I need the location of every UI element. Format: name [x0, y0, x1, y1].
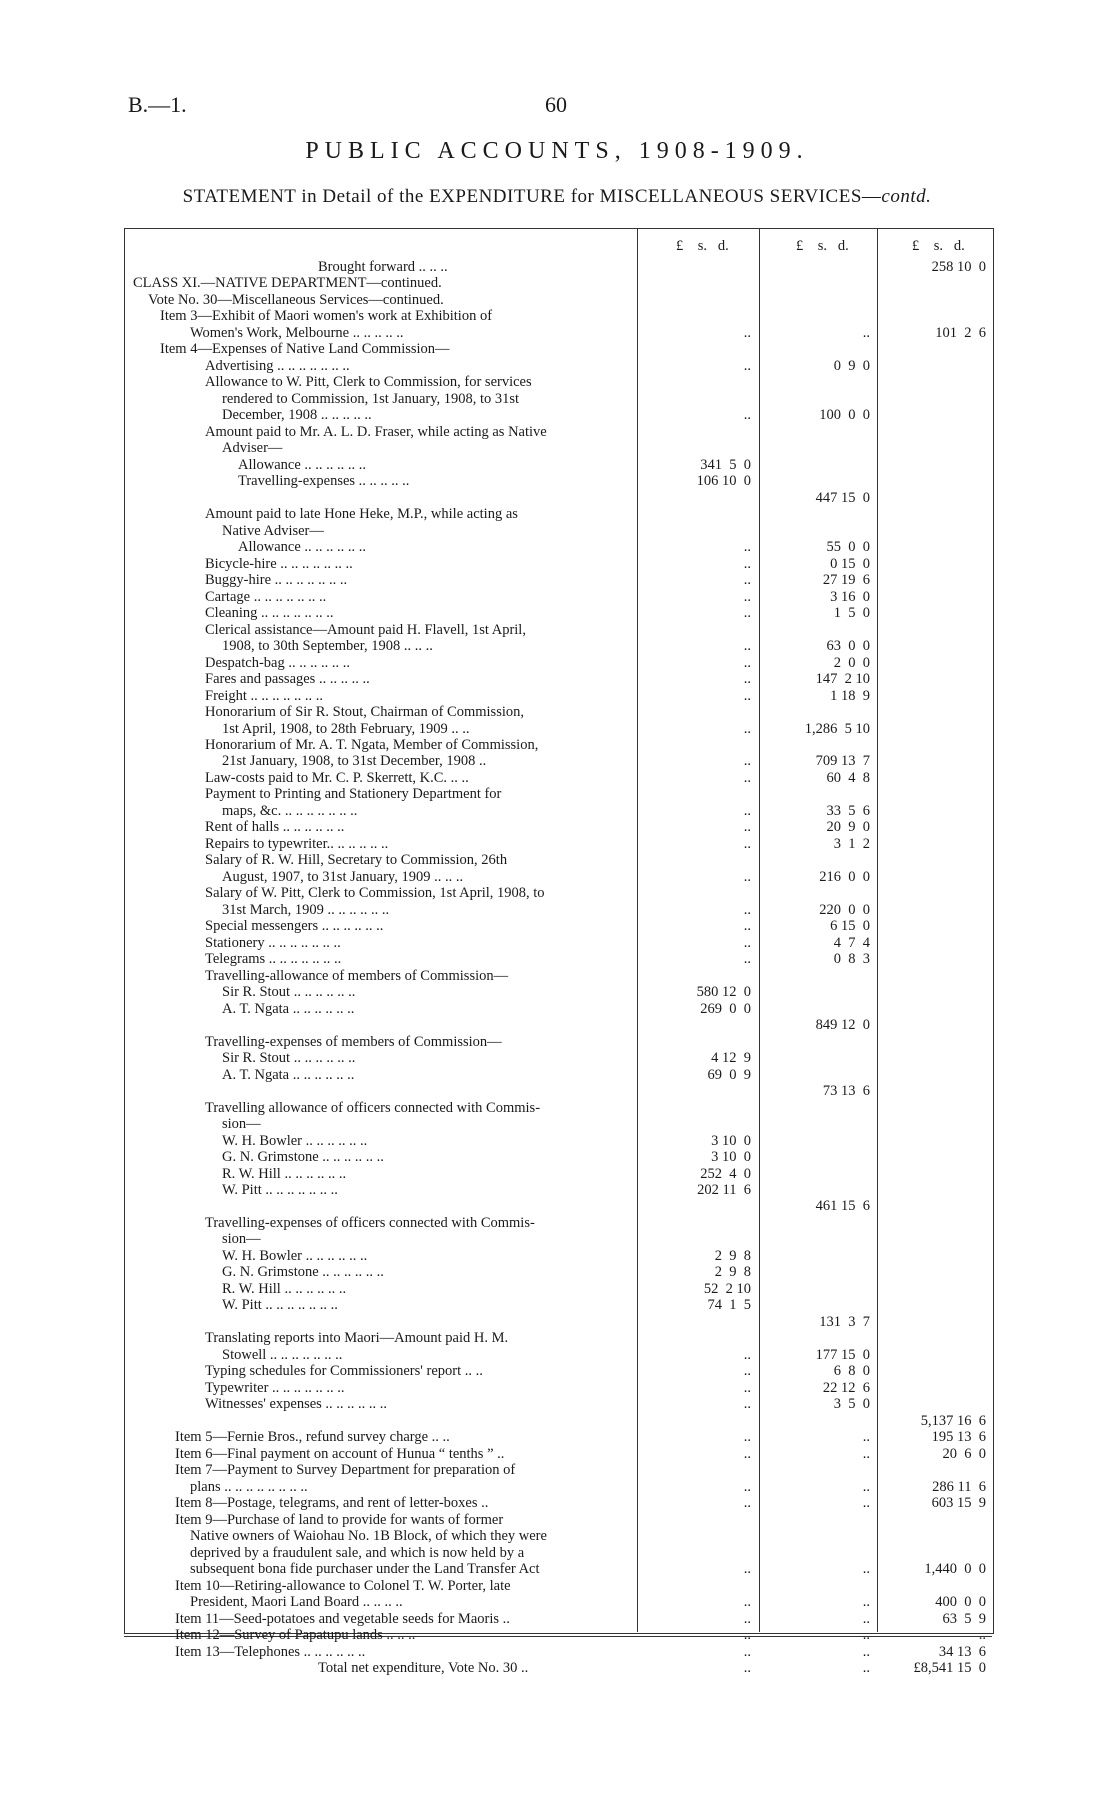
- table-row: [0, 1545, 1114, 1561]
- row-description: sion—: [222, 1231, 261, 1247]
- amount-c1: ..: [743, 358, 751, 374]
- row-description: Sir R. Stout .. .. .. .. .. ..: [222, 984, 356, 1000]
- row-description: Item 13—Telephones .. .. .. .. .. ..: [175, 1644, 366, 1660]
- amount-c2: ..: [862, 1644, 870, 1660]
- row-description: G. N. Grimstone .. .. .. .. .. ..: [222, 1264, 384, 1280]
- amount-c1: 2 9 8: [714, 1248, 751, 1264]
- row-description: Item 8—Postage, telegrams, and rent of letter-boxes ..: [175, 1495, 489, 1511]
- amount-c3: 34 13 6: [938, 1644, 986, 1660]
- amount-c2: ..: [862, 1561, 870, 1577]
- row-description: August, 1907, to 31st January, 1909 .. .. ..: [222, 869, 464, 885]
- amount-c2: 6 8 0: [833, 1363, 870, 1379]
- table-row: [0, 1495, 1114, 1511]
- row-description: Stowell .. .. .. .. .. .. ..: [222, 1347, 343, 1363]
- table-row: [0, 275, 1114, 291]
- table-row: [0, 259, 1114, 275]
- amount-c1: ..: [743, 1561, 751, 1577]
- table-row: [0, 1017, 1114, 1033]
- amount-c2: 177 15 0: [815, 1347, 870, 1363]
- row-description: Cleaning .. .. .. .. .. .. ..: [205, 605, 334, 621]
- subtitle-main: STATEMENT in Detail of the EXPENDITURE for MISCELLANEOUS SERVICES—: [182, 186, 882, 207]
- amount-c3: 63 5 9: [942, 1611, 986, 1627]
- page-number: 60: [545, 92, 567, 117]
- row-description: 1st April, 1908, to 28th February, 1909 .. ..: [222, 721, 470, 737]
- amount-c1: ..: [743, 1627, 751, 1643]
- table-row: [0, 1380, 1114, 1396]
- row-description: Law-costs paid to Mr. C. P. Skerrett, K.C. .. ..: [205, 770, 469, 786]
- row-description: Sir R. Stout .. .. .. .. .. ..: [222, 1050, 356, 1066]
- table-row: [0, 1116, 1114, 1132]
- amount-c1: ..: [743, 770, 751, 786]
- row-description: Amount paid to late Hone Heke, M.P., while acting as: [205, 506, 518, 522]
- table-row: [0, 1462, 1114, 1478]
- table-row: [0, 1363, 1114, 1379]
- amount-c1: 269 0 0: [700, 1001, 751, 1017]
- amount-c2: ..: [862, 1446, 870, 1462]
- amount-c2: 3 16 0: [830, 589, 870, 605]
- table-row: [0, 506, 1114, 522]
- table-row: [0, 440, 1114, 456]
- row-description: Item 12—Survey of Papatupu lands .. .. ..: [175, 1627, 416, 1643]
- amount-c2: 0 8 3: [833, 951, 870, 967]
- amount-c1: 341 5 0: [700, 457, 751, 473]
- row-description: Telegrams .. .. .. .. .. .. ..: [205, 951, 342, 967]
- table-row: [0, 407, 1114, 423]
- amount-c3: 400 0 0: [935, 1594, 986, 1610]
- table-row: [0, 819, 1114, 835]
- table-row: [0, 1198, 1114, 1214]
- row-description: maps, &c. .. .. .. .. .. .. ..: [222, 803, 358, 819]
- row-description: 1908, to 30th September, 1908 .. .. ..: [222, 638, 433, 654]
- amount-c1: ..: [743, 902, 751, 918]
- amount-c1: ..: [743, 721, 751, 737]
- amount-c2: 20 9 0: [826, 819, 870, 835]
- row-description: Women's Work, Melbourne .. .. .. .. ..: [190, 325, 404, 341]
- table-row: [0, 1149, 1114, 1165]
- row-description: Amount paid to Mr. A. L. D. Fraser, while acting as Native: [205, 424, 547, 440]
- table-row: [0, 902, 1114, 918]
- amount-c3: 603 15 9: [931, 1495, 986, 1511]
- amount-c1: 3 10 0: [711, 1149, 751, 1165]
- amount-c2: 27 19 6: [822, 572, 870, 588]
- amount-c2: ..: [862, 1594, 870, 1610]
- table-row: [0, 457, 1114, 473]
- amount-c2: 1 18 9: [830, 688, 870, 704]
- amount-c2: 461 15 6: [815, 1198, 870, 1214]
- col-header-2: £ s. d.: [796, 238, 849, 254]
- table-row: [0, 1281, 1114, 1297]
- row-description: Payment to Printing and Stationery Department for: [205, 786, 502, 802]
- table-row: [0, 1561, 1114, 1577]
- row-description: Brought forward .. .. ..: [318, 259, 448, 275]
- row-description: Native owners of Waiohau No. 1B Block, of which they were: [190, 1528, 547, 1544]
- table-row: [0, 935, 1114, 951]
- amount-c1: 3 10 0: [711, 1133, 751, 1149]
- amount-c2: 2 0 0: [833, 655, 870, 671]
- amount-c2: 33 5 6: [826, 803, 870, 819]
- table-row: [0, 1660, 1114, 1676]
- amount-c2: 22 12 6: [822, 1380, 870, 1396]
- table-row: [0, 1347, 1114, 1363]
- row-description: President, Maori Land Board .. .. .. ..: [190, 1594, 403, 1610]
- table-row: [0, 1644, 1114, 1660]
- amount-c1: ..: [743, 671, 751, 687]
- row-description: December, 1908 .. .. .. .. ..: [222, 407, 372, 423]
- table-row: [0, 968, 1114, 984]
- row-description: Salary of R. W. Hill, Secretary to Commission, 26th: [205, 852, 508, 868]
- amount-c1: ..: [743, 836, 751, 852]
- amount-c2: 0 15 0: [830, 556, 870, 572]
- table-row: [0, 869, 1114, 885]
- amount-c2: ..: [862, 1611, 870, 1627]
- row-description: Travelling-expenses of officers connected with Commis-: [205, 1215, 535, 1231]
- amount-c1: ..: [743, 819, 751, 835]
- amount-c1: 74 1 5: [707, 1297, 751, 1313]
- row-description: 21st January, 1908, to 31st December, 1908 ..: [222, 753, 487, 769]
- amount-c3: 195 13 6: [931, 1429, 986, 1445]
- amount-c3: 101 2 6: [935, 325, 986, 341]
- row-description: Honorarium of Mr. A. T. Ngata, Member of Commission,: [205, 737, 539, 753]
- table-row: [0, 1248, 1114, 1264]
- row-description: Advertising .. .. .. .. .. .. ..: [205, 358, 350, 374]
- amount-c1: 106 10 0: [696, 473, 751, 489]
- table-row: [0, 655, 1114, 671]
- col-header-3: £ s. d.: [912, 238, 965, 254]
- amount-c1: ..: [743, 1495, 751, 1511]
- table-row: [0, 951, 1114, 967]
- amount-c3: £8,541 15 0: [913, 1660, 986, 1676]
- row-description: Allowance .. .. .. .. .. ..: [238, 539, 367, 555]
- amount-c2: ..: [862, 1495, 870, 1511]
- table-row: [0, 341, 1114, 357]
- col-header-1: £ s. d.: [676, 238, 729, 254]
- table-row: [0, 1034, 1114, 1050]
- amount-c1: ..: [743, 918, 751, 934]
- row-description: Adviser—: [222, 440, 283, 456]
- amount-c2: ..: [862, 1429, 870, 1445]
- amount-c1: ..: [743, 1347, 751, 1363]
- table-row: [0, 1231, 1114, 1247]
- amount-c1: ..: [743, 407, 751, 423]
- amount-c1: ..: [743, 1380, 751, 1396]
- amount-c1: ..: [743, 325, 751, 341]
- amount-c2: 216 0 0: [819, 869, 870, 885]
- row-description: A. T. Ngata .. .. .. .. .. ..: [222, 1001, 355, 1017]
- table-row: [0, 737, 1114, 753]
- row-description: R. W. Hill .. .. .. .. .. ..: [222, 1166, 347, 1182]
- row-description: Bicycle-hire .. .. .. .. .. .. ..: [205, 556, 353, 572]
- table-row: [0, 770, 1114, 786]
- table-row: [0, 1100, 1114, 1116]
- page-title: PUBLIC ACCOUNTS, 1908-1909.: [305, 138, 809, 164]
- table-row: [0, 1133, 1114, 1149]
- table-row: [0, 803, 1114, 819]
- table-row: [0, 1429, 1114, 1445]
- table-row: [0, 605, 1114, 621]
- row-description: Travelling-allowance of members of Commission—: [205, 968, 509, 984]
- amount-c3: 20 6 0: [942, 1446, 986, 1462]
- table-row: [0, 1479, 1114, 1495]
- row-description: Buggy-hire .. .. .. .. .. .. ..: [205, 572, 348, 588]
- amount-c1: ..: [743, 935, 751, 951]
- amount-c3: 1,440 0 0: [924, 1561, 986, 1577]
- table-row: [0, 836, 1114, 852]
- row-description: Item 7—Payment to Survey Department for preparation of: [175, 1462, 516, 1478]
- amount-c2: 1 5 0: [833, 605, 870, 621]
- row-description: Item 4—Expenses of Native Land Commission—: [160, 341, 450, 357]
- amount-c1: ..: [743, 1660, 751, 1676]
- table-row: [0, 704, 1114, 720]
- row-description: Freight .. .. .. .. .. .. ..: [205, 688, 324, 704]
- amount-c2: 63 0 0: [826, 638, 870, 654]
- amount-c2: 4 7 4: [833, 935, 870, 951]
- table-row: [0, 1314, 1114, 1330]
- table-row: [0, 622, 1114, 638]
- table-row: [0, 1297, 1114, 1313]
- amount-c2: 6 15 0: [830, 918, 870, 934]
- row-description: W. Pitt .. .. .. .. .. .. ..: [222, 1182, 338, 1198]
- amount-c2: ..: [862, 1627, 870, 1643]
- table-row: [0, 473, 1114, 489]
- amount-c3: 286 11 6: [932, 1479, 986, 1495]
- amount-c2: 147 2 10: [815, 671, 870, 687]
- amount-c1: ..: [743, 638, 751, 654]
- table-row: [0, 292, 1114, 308]
- row-description: Vote No. 30—Miscellaneous Services—continued.: [148, 292, 444, 308]
- row-description: W. H. Bowler .. .. .. .. .. ..: [222, 1248, 368, 1264]
- table-row: [0, 721, 1114, 737]
- row-description: Witnesses' expenses .. .. .. .. .. ..: [205, 1396, 388, 1412]
- table-row: [0, 1083, 1114, 1099]
- amount-c1: ..: [743, 589, 751, 605]
- table-row: [0, 1182, 1114, 1198]
- table-row: [0, 786, 1114, 802]
- table-row: [0, 1215, 1114, 1231]
- amount-c3: 258 10 0: [931, 259, 986, 275]
- amount-c2: 73 13 6: [822, 1083, 870, 1099]
- row-description: Fares and passages .. .. .. .. ..: [205, 671, 370, 687]
- amount-c2: 131 3 7: [819, 1314, 870, 1330]
- amount-c2: 0 9 0: [833, 358, 870, 374]
- row-description: Typewriter .. .. .. .. .. .. ..: [205, 1380, 345, 1396]
- table-row: [0, 1578, 1114, 1594]
- row-description: W. Pitt .. .. .. .. .. .. ..: [222, 1297, 338, 1313]
- table-row: [0, 852, 1114, 868]
- table-row: [0, 885, 1114, 901]
- row-description: Total net expenditure, Vote No. 30 ..: [318, 1660, 529, 1676]
- table-row: [0, 1067, 1114, 1083]
- amount-c1: ..: [743, 1479, 751, 1495]
- table-row: [0, 589, 1114, 605]
- amount-c1: ..: [743, 1611, 751, 1627]
- row-description: Travelling-expenses of members of Commission—: [205, 1034, 502, 1050]
- table-row: [0, 325, 1114, 341]
- row-description: Allowance .. .. .. .. .. ..: [238, 457, 367, 473]
- table-row: [0, 539, 1114, 555]
- table-row: [0, 1396, 1114, 1412]
- table-row: [0, 374, 1114, 390]
- row-description: rendered to Commission, 1st January, 1908, to 31st: [222, 391, 520, 407]
- row-description: R. W. Hill .. .. .. .. .. ..: [222, 1281, 347, 1297]
- amount-c1: 202 11 6: [697, 1182, 751, 1198]
- row-description: Honorarium of Sir R. Stout, Chairman of Commission,: [205, 704, 524, 720]
- table-row: [0, 308, 1114, 324]
- amount-c1: ..: [743, 556, 751, 572]
- amount-c2: 3 5 0: [833, 1396, 870, 1412]
- statement-subtitle: [0, 186, 1114, 208]
- row-description: CLASS XI.—NATIVE DEPARTMENT—continued.: [133, 275, 442, 291]
- row-description: Despatch-bag .. .. .. .. .. ..: [205, 655, 350, 671]
- table-row: [0, 1330, 1114, 1346]
- row-description: Rent of halls .. .. .. .. .. ..: [205, 819, 345, 835]
- amount-c1: 2 9 8: [714, 1264, 751, 1280]
- amount-c1: 252 4 0: [700, 1166, 751, 1182]
- page-ref: B.—1.: [128, 92, 187, 117]
- table-row: [0, 1627, 1114, 1643]
- amount-c1: 52 2 10: [703, 1281, 751, 1297]
- row-description: Typing schedules for Commissioners' report .. ..: [205, 1363, 483, 1379]
- row-description: Translating reports into Maori—Amount paid H. M.: [205, 1330, 509, 1346]
- amount-c1: ..: [743, 688, 751, 704]
- table-row: [0, 1050, 1114, 1066]
- amount-c2: 849 12 0: [815, 1017, 870, 1033]
- table-row: [0, 1413, 1114, 1429]
- row-description: W. H. Bowler .. .. .. .. .. ..: [222, 1133, 368, 1149]
- amount-c2: 709 13 7: [815, 753, 870, 769]
- table-row: [0, 424, 1114, 440]
- row-description: Special messengers .. .. .. .. .. ..: [205, 918, 384, 934]
- row-description: Item 9—Purchase of land to provide for wants of former: [175, 1512, 504, 1528]
- amount-c1: 580 12 0: [696, 984, 751, 1000]
- amount-c2: 100 0 0: [819, 407, 870, 423]
- amount-c1: ..: [743, 572, 751, 588]
- amount-c1: ..: [743, 605, 751, 621]
- row-description: plans .. .. .. .. .. .. .. ..: [190, 1479, 308, 1495]
- table-row: [0, 1001, 1114, 1017]
- amount-c2: 55 0 0: [826, 539, 870, 555]
- table-row: [0, 556, 1114, 572]
- row-description: 31st March, 1909 .. .. .. .. .. ..: [222, 902, 390, 918]
- amount-c1: 69 0 9: [707, 1067, 751, 1083]
- table-row: [0, 572, 1114, 588]
- row-description: Travelling allowance of officers connected with Commis-: [205, 1100, 541, 1116]
- row-description: subsequent bona fide purchaser under the Land Transfer Act: [190, 1561, 540, 1577]
- amount-c1: ..: [743, 951, 751, 967]
- amount-c1: ..: [743, 1429, 751, 1445]
- amount-c1: ..: [743, 803, 751, 819]
- table-row: [0, 688, 1114, 704]
- amount-c2: 60 4 8: [826, 770, 870, 786]
- amount-c2: ..: [862, 1479, 870, 1495]
- row-description: G. N. Grimstone .. .. .. .. .. ..: [222, 1149, 384, 1165]
- amount-c1: ..: [743, 1363, 751, 1379]
- row-description: Clerical assistance—Amount paid H. Flavell, 1st April,: [205, 622, 526, 638]
- row-description: Stationery .. .. .. .. .. .. ..: [205, 935, 341, 951]
- table-row: [0, 1594, 1114, 1610]
- row-description: Item 6—Final payment on account of Hunua “ tenths ” ..: [175, 1446, 505, 1462]
- table-row: [0, 1512, 1114, 1528]
- row-description: Item 5—Fernie Bros., refund survey charge .. ..: [175, 1429, 450, 1445]
- amount-c1: ..: [743, 753, 751, 769]
- table-row: [0, 1166, 1114, 1182]
- amount-c2: ..: [862, 325, 870, 341]
- amount-c2: 1,286 5 10: [804, 721, 870, 737]
- amount-c1: ..: [743, 1396, 751, 1412]
- table-row: [0, 490, 1114, 506]
- amount-c1: ..: [743, 1446, 751, 1462]
- amount-c3: ..: [978, 1627, 986, 1643]
- amount-c1: ..: [743, 1644, 751, 1660]
- amount-c1: ..: [743, 655, 751, 671]
- amount-c2: 447 15 0: [815, 490, 870, 506]
- amount-c1: ..: [743, 539, 751, 555]
- amount-c1: 4 12 9: [711, 1050, 751, 1066]
- row-description: Native Adviser—: [222, 523, 324, 539]
- table-row: [0, 753, 1114, 769]
- amount-c2: 220 0 0: [819, 902, 870, 918]
- table-row: [0, 918, 1114, 934]
- table-row: [0, 984, 1114, 1000]
- table-row: [0, 671, 1114, 687]
- amount-c2: ..: [862, 1660, 870, 1676]
- table-row: [0, 1264, 1114, 1280]
- table-row: [0, 523, 1114, 539]
- table-row: [0, 1528, 1114, 1544]
- row-description: Repairs to typewriter.. .. .. .. .. ..: [205, 836, 389, 852]
- amount-c1: ..: [743, 869, 751, 885]
- subtitle-contd: contd.: [881, 186, 932, 207]
- amount-c3: 5,137 16 6: [920, 1413, 986, 1429]
- row-description: Cartage .. .. .. .. .. .. ..: [205, 589, 327, 605]
- table-row: [0, 391, 1114, 407]
- table-row: [0, 358, 1114, 374]
- table-row: [0, 1446, 1114, 1462]
- row-description: Salary of W. Pitt, Clerk to Commission, 1st April, 1908, to: [205, 885, 545, 901]
- row-description: sion—: [222, 1116, 261, 1132]
- row-description: Travelling-expenses .. .. .. .. ..: [238, 473, 410, 489]
- row-description: Allowance to W. Pitt, Clerk to Commission, for services: [205, 374, 532, 390]
- amount-c2: 3 1 2: [833, 836, 870, 852]
- table-row: [0, 638, 1114, 654]
- table-row: [0, 1611, 1114, 1627]
- row-description: A. T. Ngata .. .. .. .. .. ..: [222, 1067, 355, 1083]
- row-description: deprived by a fraudulent sale, and which is now held by a: [190, 1545, 525, 1561]
- row-description: Item 11—Seed-potatoes and vegetable seeds for Maoris ..: [175, 1611, 510, 1627]
- row-description: Item 3—Exhibit of Maori women's work at Exhibition of: [160, 308, 493, 324]
- row-description: Item 10—Retiring-allowance to Colonel T. W. Porter, late: [175, 1578, 511, 1594]
- amount-c1: ..: [743, 1594, 751, 1610]
